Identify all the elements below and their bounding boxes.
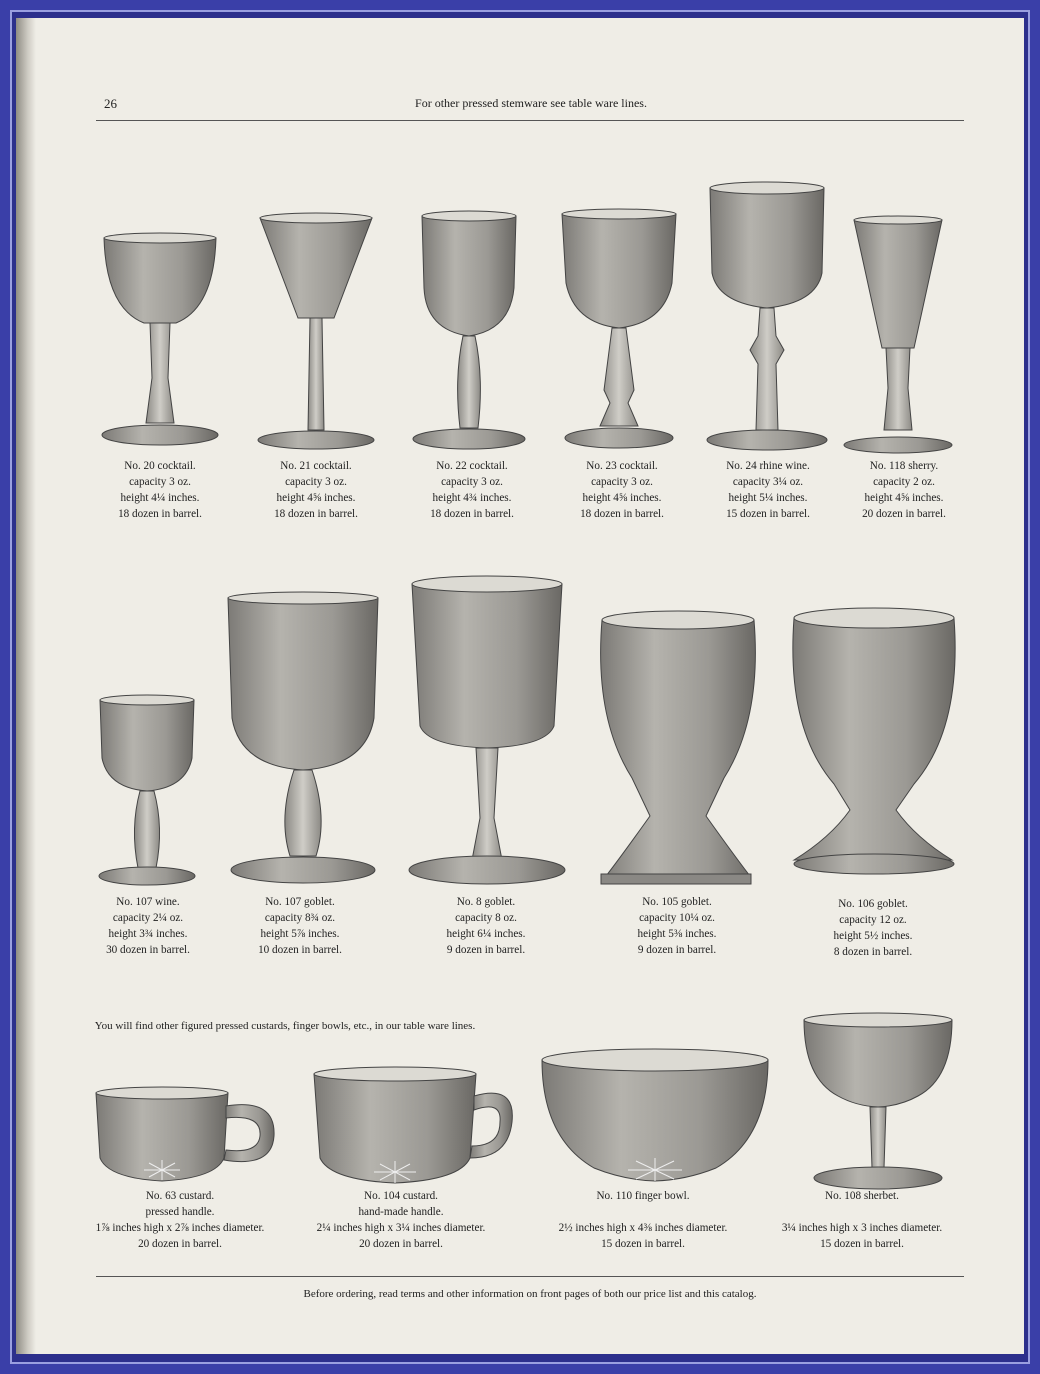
- item-packing: 20 dozen in barrel.: [862, 508, 946, 520]
- glass-no8-goblet: [409, 576, 565, 884]
- item-name: No. 20 cocktail.: [124, 460, 196, 472]
- item-capacity: capacity 3¼ oz.: [732, 476, 804, 488]
- caption-no20: [100, 458, 220, 522]
- item-height: height 5½ inches.: [833, 930, 913, 942]
- glass-no21-cocktail: [258, 213, 374, 449]
- table-ware-note: You will find other figured pressed custards, finger bowls, etc., in our table ware lines.: [94, 1020, 476, 1032]
- item-name: No. 107 goblet.: [265, 896, 335, 908]
- item-name: No. 110 finger bowl.: [596, 1190, 690, 1202]
- caption-no105-goblet: [616, 894, 738, 958]
- item-height: height 5⅜ inches.: [637, 928, 717, 940]
- item-dimensions: 1⅞ inches high x 2⅞ inches diameter.: [95, 1222, 265, 1234]
- bowl-no110-finger-bowl: [542, 1049, 768, 1181]
- caption-no8-goblet: [426, 894, 546, 958]
- item-height: height 4⅝ inches.: [864, 492, 944, 504]
- caption-no21: [256, 458, 376, 522]
- caption-no106-goblet: [812, 896, 934, 960]
- caption-no107-goblet: [240, 894, 360, 958]
- catalog-page: [16, 18, 1024, 1354]
- item-handle: pressed handle.: [145, 1206, 215, 1218]
- item-packing: 15 dozen in barrel.: [820, 1238, 904, 1250]
- caption-no110-finger-bowl: [538, 1188, 748, 1252]
- cup-no63-custard: [96, 1087, 274, 1181]
- item-capacity: capacity 10¼ oz.: [639, 912, 715, 924]
- item-capacity: capacity 8¾ oz.: [264, 912, 336, 924]
- item-packing: 9 dozen in barrel.: [446, 944, 526, 956]
- item-name: No. 107 wine.: [116, 896, 180, 908]
- item-name: No. 23 cocktail.: [586, 460, 658, 472]
- item-capacity: capacity 3 oz.: [129, 476, 191, 488]
- caption-no22: [412, 458, 532, 522]
- item-capacity: capacity 3 oz.: [441, 476, 503, 488]
- item-capacity: capacity 3 oz.: [591, 476, 653, 488]
- item-height: height 5⅞ inches.: [260, 928, 340, 940]
- caption-no107-wine: [88, 894, 208, 958]
- item-packing: 9 dozen in barrel.: [637, 944, 717, 956]
- cup-no104-custard: [314, 1067, 512, 1183]
- page-number: 26: [104, 96, 117, 111]
- item-packing: 18 dozen in barrel.: [274, 508, 358, 520]
- glass-no23-cocktail: [562, 209, 676, 448]
- item-name: No. 108 sherbet.: [825, 1190, 899, 1202]
- caption-no63-custard: [80, 1188, 280, 1252]
- item-handle: hand-made handle.: [358, 1206, 444, 1218]
- glass-no106-goblet: [793, 608, 955, 874]
- glass-no24-rhine-wine: [707, 182, 827, 450]
- caption-no23: [562, 458, 682, 522]
- item-height: height 4¼ inches.: [120, 492, 200, 504]
- item-name: No. 106 goblet.: [838, 898, 908, 910]
- item-packing: 18 dozen in barrel.: [430, 508, 514, 520]
- item-dimensions: 2½ inches high x 4⅜ inches diameter.: [558, 1222, 728, 1234]
- item-height: height 5¼ inches.: [728, 492, 808, 504]
- item-packing: 8 dozen in barrel.: [833, 946, 913, 958]
- item-capacity: capacity 12 oz.: [839, 914, 907, 926]
- item-packing: 15 dozen in barrel.: [601, 1238, 685, 1250]
- caption-no118: [844, 458, 964, 522]
- item-name: No. 104 custard.: [364, 1190, 438, 1202]
- item-height: height 6¼ inches.: [446, 928, 526, 940]
- caption-no108-sherbet: [760, 1188, 964, 1252]
- item-capacity: capacity 3 oz.: [285, 476, 347, 488]
- item-height: height 4¾ inches.: [432, 492, 512, 504]
- item-packing: 30 dozen in barrel.: [106, 944, 190, 956]
- item-height: height 3¾ inches.: [108, 928, 188, 940]
- item-dimensions: 3¼ inches high x 3 inches diameter.: [781, 1222, 943, 1234]
- glass-no118-sherry: [844, 216, 952, 453]
- item-name: No. 8 goblet.: [456, 896, 516, 908]
- item-height: height 4⅝ inches.: [582, 492, 662, 504]
- glass-no108-sherbet: [804, 1013, 952, 1189]
- glass-no105-goblet: [601, 611, 756, 884]
- caption-no24: [706, 458, 830, 522]
- item-packing: 20 dozen in barrel.: [359, 1238, 443, 1250]
- item-packing: 15 dozen in barrel.: [726, 508, 810, 520]
- item-dimensions: 2¼ inches high x 3¼ inches diameter.: [316, 1222, 486, 1234]
- item-capacity: capacity 8 oz.: [455, 912, 517, 924]
- item-name: No. 22 cocktail.: [436, 460, 508, 472]
- footer-rule: [96, 1276, 964, 1277]
- illustrations: [16, 18, 1024, 1354]
- item-name: No. 63 custard.: [145, 1190, 215, 1202]
- item-height: height 4⅝ inches.: [276, 492, 356, 504]
- glass-no22-cocktail: [413, 211, 525, 449]
- spacer: [760, 1204, 964, 1220]
- item-capacity: capacity 2¼ oz.: [112, 912, 184, 924]
- spacer: [538, 1204, 748, 1220]
- item-packing: 18 dozen in barrel.: [580, 508, 664, 520]
- glass-no107-goblet: [228, 592, 378, 883]
- item-packing: 20 dozen in barrel.: [138, 1238, 222, 1250]
- item-packing: 10 dozen in barrel.: [258, 944, 342, 956]
- item-capacity: capacity 2 oz.: [873, 476, 935, 488]
- item-name: No. 21 cocktail.: [280, 460, 352, 472]
- page-header: For other pressed stemware see table ware lines.: [415, 96, 647, 110]
- item-name: No. 24 rhine wine.: [726, 460, 810, 472]
- item-name: No. 118 sherry.: [869, 460, 939, 472]
- item-packing: 18 dozen in barrel.: [118, 508, 202, 520]
- footer-note: Before ordering, read terms and other information on front pages of both our price list and this catalog.: [303, 1288, 757, 1300]
- glass-no20-cocktail: [102, 233, 218, 445]
- caption-no104-custard: [296, 1188, 506, 1252]
- item-name: No. 105 goblet.: [642, 896, 712, 908]
- glass-no107-wine: [99, 695, 195, 885]
